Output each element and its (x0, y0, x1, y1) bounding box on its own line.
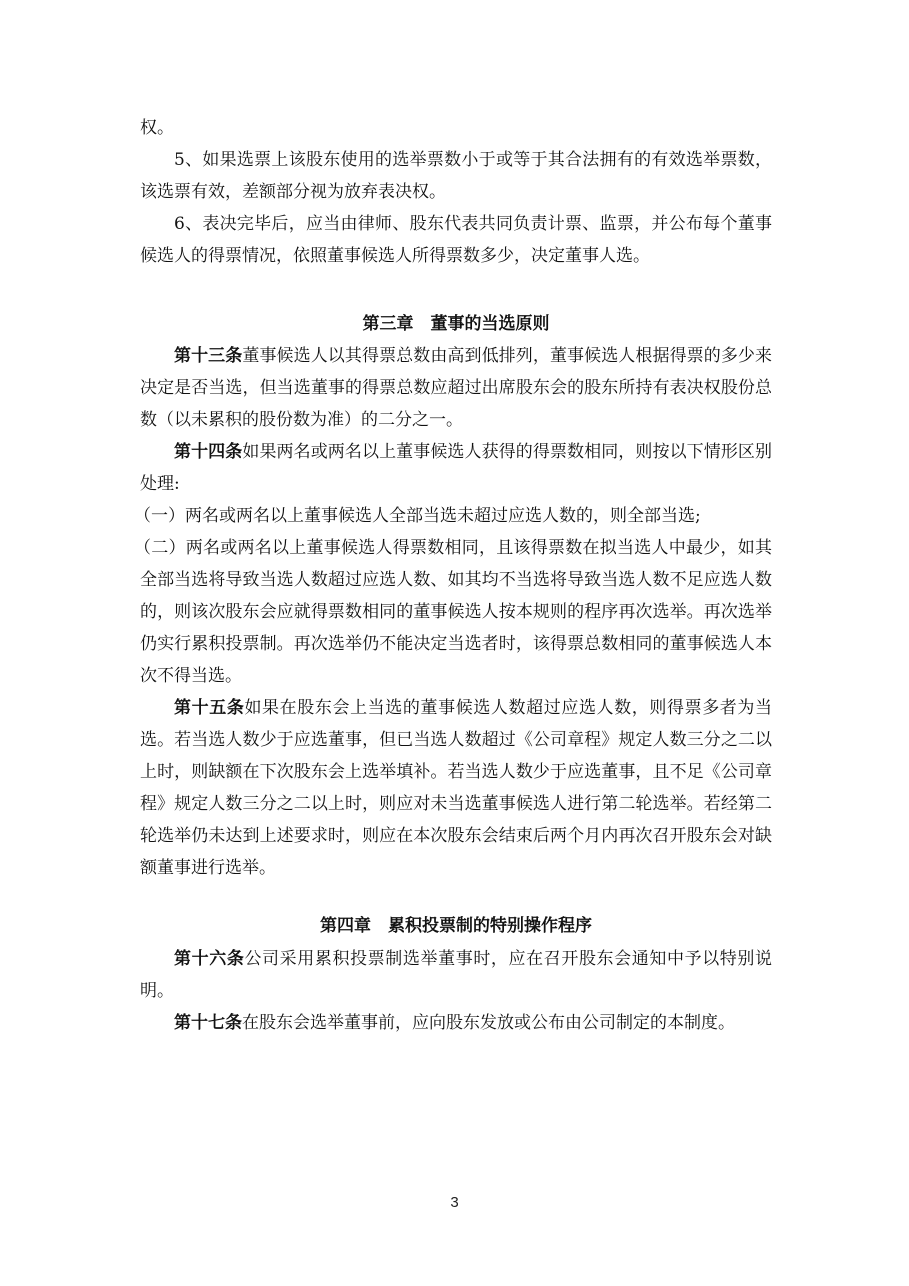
chapter-4-body (140, 943, 772, 1039)
article-17 (140, 1007, 772, 1039)
chapter-3-heading: 第三章 董事的当选原则 (362, 314, 550, 334)
article-16 (140, 943, 772, 1007)
clause-6: 6、表决完毕后，应当由律师、股东代表共同负责计票、监票，并公布每个董事候选人的得票情况，依照董事候选人所得票数多少，决定董事人选。 (140, 214, 772, 266)
article-14-text: 如果两名或两名以上董事候选人获得的得票数相同，则按以下情形区别处理: (140, 442, 773, 494)
article-17-text: 在股东会选举董事前，应向股东发放或公布由公司制定的本制度。 (242, 1013, 735, 1033)
article-15-label: 第十五条 (174, 698, 245, 718)
article-15-text: 如果在股东会上当选的董事候选人数超过应选人数，则得票多者为当选。若当选人数少于应选董事，但已当选人数超过《公司章程》规定人数三分之二以上时，则缺额在下次股东会上选举填补。若当选人数少于应选董事，且不足《公司章程》规定人数三分之二以上时，则应对未当选董事候选人进行第二轮选举。若经第二轮选举仍未达到上述要求时，则应在本次股东会结束后两个月内再次召开股东会对缺额董事进行选举。 (140, 698, 773, 878)
article-15 (140, 692, 772, 884)
article-14-label: 第十四条 (174, 442, 243, 462)
clause-5: 5、如果选票上该股东使用的选举票数小于或等于其合法拥有的有效选举票数，该选票有效，差额部分视为放弃表决权。 (140, 150, 772, 202)
article-13-text: 董事候选人以其得票总数由高到低排列，董事候选人根据得票的多少来决定是否当选，但当选董事的得票总数应超过出席股东会的股东所持有表决权股份总数（以未累积的股份数为准）的二分之一。 (140, 346, 773, 430)
chapter-4-heading: 第四章 累积投票制的特别操作程序 (320, 916, 592, 936)
article-14-item-2: （二）两名或两名以上董事候选人得票数相同，且该得票数在拟当选人中最少，如其全部当选将导致当选人数超过应选人数、如其均不当选将导致当选人数不足应选人数的，则该次股东会应就得票数相同的董事候选人按本规则的程序再次选举。再次选举仍实行累积投票制。再次选举仍不能决定当选者时，该得票总数相同的董事候选人本次不得当选。 (134, 538, 772, 686)
article-14-item-1: （一）两名或两名以上董事候选人全部当选未超过应选人数的，则全部当选; (134, 506, 701, 526)
article-17-label: 第十七条 (174, 1013, 242, 1033)
chapter-3-body (134, 340, 773, 884)
top-section (140, 112, 772, 272)
article-16-text: 公司采用累积投票制选举董事时，应在召开股东会通知中予以特别说明。 (140, 949, 773, 1001)
page-number: 3 (450, 1194, 459, 1211)
article-13 (140, 340, 772, 436)
article-13-label: 第十三条 (174, 346, 243, 366)
continued-paragraph-end: 权。 (140, 118, 174, 138)
article-16-label: 第十六条 (174, 949, 245, 969)
article-14 (140, 436, 772, 500)
